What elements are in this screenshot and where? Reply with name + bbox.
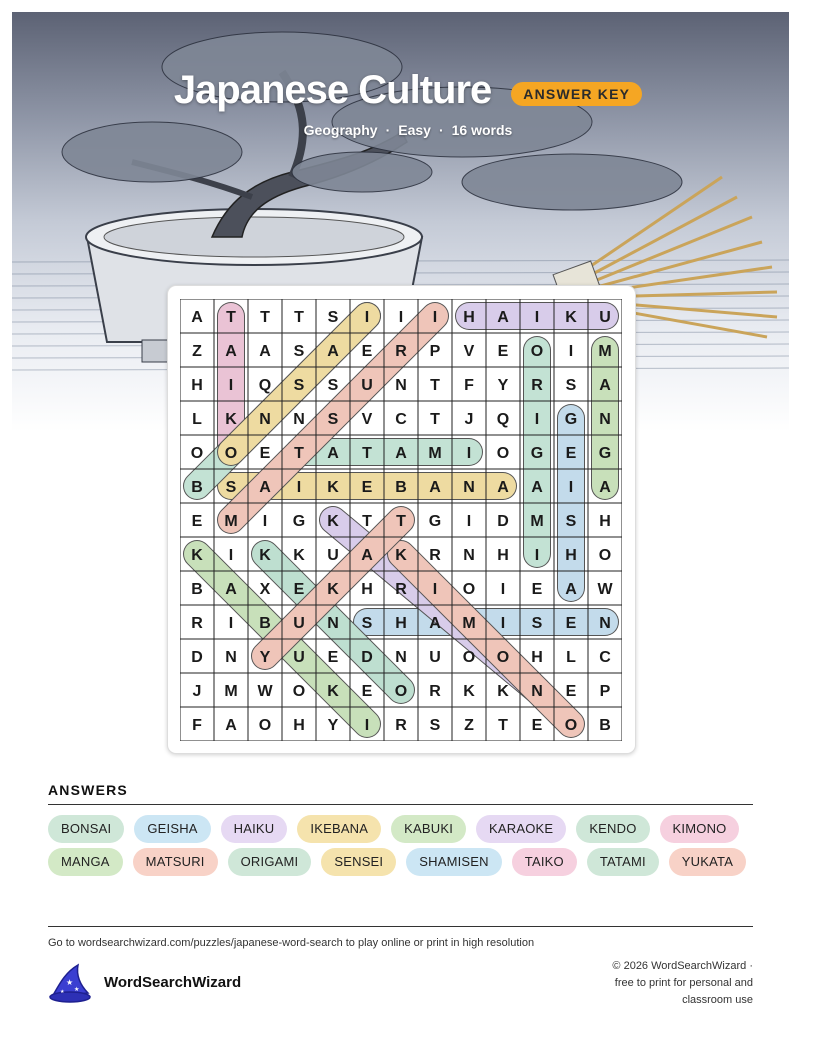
grid-letter: K (293, 547, 305, 564)
puzzle-meta (0, 122, 816, 138)
grid-letter: M (224, 513, 238, 530)
grid-letter: D (497, 513, 509, 530)
answer-word-pill: MATSURI (133, 848, 218, 876)
grid-letter: E (531, 581, 543, 598)
grid-letter: K (327, 683, 339, 700)
grid-letter: E (293, 581, 305, 598)
grid-letter: I (568, 479, 574, 496)
grid-letter: R (395, 343, 407, 360)
grid-letter: U (293, 649, 305, 666)
answer-word-pill: KIMONO (660, 815, 740, 843)
grid-letter: G (292, 513, 306, 530)
grid-letter: G (530, 445, 544, 462)
grid-letter: O (462, 649, 476, 666)
grid-letter: O (190, 445, 204, 462)
grid-letter: E (531, 717, 543, 734)
grid-letter: I (500, 615, 506, 632)
grid-letter: I (534, 309, 540, 326)
answer-word-pill: KARAOKE (476, 815, 566, 843)
grid-letter: I (466, 445, 472, 462)
grid-letter: N (395, 377, 407, 394)
grid-letter: Y (259, 649, 271, 666)
grid-letter: I (568, 343, 574, 360)
grid-letter: H (565, 547, 577, 564)
grid-letter: A (599, 479, 611, 496)
grid-letter: Q (496, 411, 510, 428)
page-title: Japanese Culture (173, 68, 492, 112)
grid-letter: E (565, 683, 577, 700)
grid-letter: B (191, 581, 203, 598)
grid-letter: D (191, 649, 203, 666)
grid-letter: H (293, 717, 305, 734)
grid-letter: U (599, 309, 611, 326)
grid-letter: A (599, 377, 611, 394)
grid-letter: R (395, 581, 407, 598)
separator: · (438, 122, 444, 138)
grid-letter: O (258, 717, 272, 734)
answer-key-badge: ANSWER KEY (511, 82, 642, 106)
grid-letter: H (395, 615, 407, 632)
category-label: Geography (303, 122, 378, 138)
grid-letter: S (565, 513, 577, 530)
grid-letter: T (226, 309, 236, 326)
grid-letter: O (598, 547, 612, 564)
grid-letter: A (395, 445, 407, 462)
svg-text:★: ★ (66, 978, 74, 987)
grid-letter: T (294, 309, 304, 326)
grid-letter: J (192, 683, 202, 700)
grid-letter: K (565, 309, 577, 326)
divider (48, 804, 753, 805)
grid-letter: N (599, 411, 611, 428)
grid-letter: H (599, 513, 611, 530)
grid-letter: T (260, 309, 270, 326)
grid-letter: N (327, 615, 339, 632)
grid-letter: H (191, 377, 203, 394)
word-count-label: 16 words (451, 122, 513, 138)
grid-letter: I (228, 377, 234, 394)
grid-letter: Y (327, 717, 339, 734)
grid-letter: A (497, 309, 509, 326)
grid-letter: P (429, 343, 441, 360)
grid-letter: U (293, 615, 305, 632)
svg-text:★: ★ (60, 989, 65, 995)
grid-letter: M (428, 445, 442, 462)
grid-letter: V (463, 343, 475, 360)
grid-letter: U (361, 377, 373, 394)
grid-letter: A (565, 581, 577, 598)
copyright-line: free to print for personal and (614, 977, 753, 989)
grid-letter: A (361, 547, 373, 564)
grid-letter: S (327, 377, 339, 394)
grid-letter: T (498, 717, 508, 734)
grid-letter: A (327, 343, 339, 360)
grid-letter: I (534, 411, 540, 428)
grid-letter: E (259, 445, 271, 462)
grid-letter: S (429, 717, 441, 734)
grid-letter: H (497, 547, 509, 564)
grid-letter: O (292, 683, 306, 700)
grid-letter: A (429, 615, 441, 632)
grid-letter: U (429, 649, 441, 666)
answer-word-pill: TAIKO (512, 848, 577, 876)
grid-letter: J (464, 411, 474, 428)
grid-letter: F (192, 717, 202, 734)
copyright-line: classroom use (682, 994, 753, 1006)
grid-letter: O (224, 445, 238, 462)
grid-letter: O (530, 343, 544, 360)
grid-letter: E (361, 683, 373, 700)
grid-letter: I (534, 547, 540, 564)
grid-letter: I (398, 309, 404, 326)
grid-letter: K (327, 479, 339, 496)
grid-letter: N (463, 479, 475, 496)
grid-letter: L (192, 411, 202, 428)
grid-letter: E (361, 479, 373, 496)
grid-letter: P (599, 683, 611, 700)
grid-letter: Z (464, 717, 474, 734)
grid-letter: T (362, 513, 372, 530)
grid-letter: F (464, 377, 474, 394)
grid-letter: M (224, 683, 238, 700)
grid-letter: E (497, 343, 509, 360)
grid-letter: I (296, 479, 302, 496)
grid-letter: K (225, 411, 237, 428)
grid-letter: I (262, 513, 268, 530)
grid-letter: W (257, 683, 273, 700)
grid-letter: O (496, 445, 510, 462)
answer-word-pill: ORIGAMI (228, 848, 312, 876)
grid-letter: N (259, 411, 271, 428)
grid-letter: B (259, 615, 271, 632)
grid-letter: T (430, 411, 440, 428)
grid-letter: A (259, 479, 271, 496)
grid-letter: K (191, 547, 203, 564)
copyright-line: © 2026 WordSearchWizard · (612, 960, 753, 972)
grid-letter: T (362, 445, 372, 462)
divider (48, 926, 753, 927)
grid-letter: E (361, 343, 373, 360)
grid-letter: I (364, 309, 370, 326)
grid-letter: B (599, 717, 611, 734)
grid-letter: D (361, 649, 373, 666)
grid-letter: A (429, 479, 441, 496)
grid-letter: E (191, 513, 203, 530)
grid-letter: E (565, 445, 577, 462)
grid-letter: S (225, 479, 237, 496)
grid-letter: K (327, 581, 339, 598)
grid-letter: A (191, 309, 203, 326)
answer-word-pill: KABUKI (391, 815, 466, 843)
svg-text:★: ★ (74, 986, 80, 993)
grid-letter: B (191, 479, 203, 496)
answer-word-pill: BONSAI (48, 815, 124, 843)
grid-letter: A (327, 445, 339, 462)
grid-letter: A (225, 717, 237, 734)
answer-word-pill: SHAMISEN (406, 848, 502, 876)
wizard-hat-icon (48, 963, 94, 1008)
grid-letter: M (530, 513, 544, 530)
grid-letter: K (497, 683, 509, 700)
grid-letter: S (531, 615, 543, 632)
grid-letter: R (531, 377, 543, 394)
grid-letter: C (395, 411, 407, 428)
grid-letter: S (327, 309, 339, 326)
grid-letter: N (293, 411, 305, 428)
grid-letter: T (294, 445, 304, 462)
answer-word-pill: IKEBANA (297, 815, 381, 843)
grid-letter: O (564, 717, 578, 734)
answer-word-pill: TATAMI (587, 848, 659, 876)
grid-letter: H (463, 309, 475, 326)
grid-letter: M (462, 615, 476, 632)
word-search-grid (180, 299, 622, 741)
grid-letter: T (396, 513, 406, 530)
copyright-text (563, 958, 753, 1009)
grid-letter: G (598, 445, 612, 462)
grid-letter: H (531, 649, 543, 666)
grid-letter: S (565, 377, 577, 394)
grid-letter: M (598, 343, 612, 360)
grid-letter: Q (258, 377, 272, 394)
grid-letter: Z (192, 343, 202, 360)
grid-letter: K (395, 547, 407, 564)
answer-word-pill: GEISHA (134, 815, 210, 843)
footer-url-text: Go to wordsearchwizard.com/puzzles/japanese-word-search to play online or print in high resolution (48, 937, 535, 949)
grid-letter: K (259, 547, 271, 564)
grid-letter: S (293, 377, 305, 394)
grid-letter: H (361, 581, 373, 598)
grid-letter: O (496, 649, 510, 666)
grid-letter: U (327, 547, 339, 564)
grid-letter: I (500, 581, 506, 598)
grid-letter: X (259, 581, 271, 598)
grid-letter: I (228, 547, 234, 564)
grid-letter: A (531, 479, 543, 496)
grid-letter: A (225, 343, 237, 360)
grid-letter: N (225, 649, 237, 666)
grid-letter: R (395, 717, 407, 734)
grid-letter: N (463, 547, 475, 564)
grid-letter: O (462, 581, 476, 598)
grid-letter: A (225, 581, 237, 598)
grid-letter: B (395, 479, 407, 496)
separator: · (385, 122, 391, 138)
grid-letter: O (394, 683, 408, 700)
grid-letter: I (432, 581, 438, 598)
grid-letter: I (466, 513, 472, 530)
difficulty-label: Easy (398, 122, 431, 138)
answers-list (48, 815, 768, 881)
grid-letter: L (566, 649, 576, 666)
title-row (0, 68, 816, 113)
grid-letter: I (432, 309, 438, 326)
grid-letter: K (327, 513, 339, 530)
grid-letter: I (228, 615, 234, 632)
grid-letter: S (293, 343, 305, 360)
grid-letter: E (327, 649, 339, 666)
grid-letter: W (597, 581, 613, 598)
grid-letter: R (191, 615, 203, 632)
brand-name: WordSearchWizard (104, 974, 242, 991)
grid-letter: K (463, 683, 475, 700)
grid-letter: Y (497, 377, 509, 394)
answer-word-pill: HAIKU (221, 815, 288, 843)
grid-letter: N (395, 649, 407, 666)
grid-letter: A (259, 343, 271, 360)
grid-letter: T (430, 377, 440, 394)
grid-letter: G (564, 411, 578, 428)
grid-letter: C (599, 649, 611, 666)
grid-letter: S (327, 411, 339, 428)
grid-letter: R (429, 547, 441, 564)
answer-word-pill: MANGA (48, 848, 123, 876)
grid-letter: I (364, 717, 370, 734)
answer-word-pill: SENSEI (321, 848, 396, 876)
answer-word-pill: YUKATA (669, 848, 746, 876)
grid-letter: N (599, 615, 611, 632)
grid-letter: S (361, 615, 373, 632)
grid-letter: N (531, 683, 543, 700)
grid-letter: A (497, 479, 509, 496)
answers-heading: ANSWERS (48, 782, 128, 798)
grid-letter: V (361, 411, 373, 428)
grid-letter: G (428, 513, 442, 530)
grid-letter: R (429, 683, 441, 700)
grid-letter: E (565, 615, 577, 632)
answer-word-pill: KENDO (576, 815, 649, 843)
